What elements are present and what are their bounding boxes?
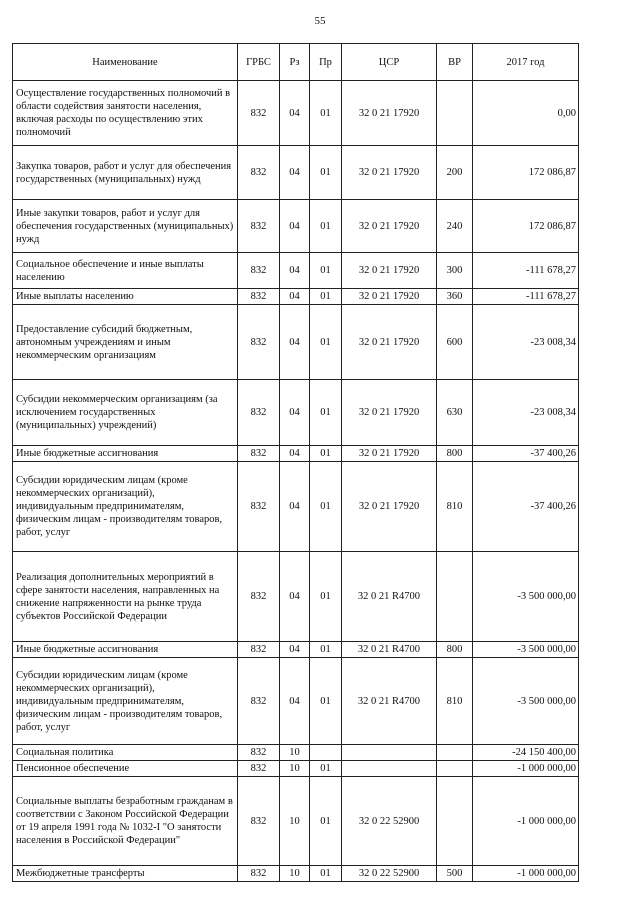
cell-rz: 04 xyxy=(280,552,310,642)
cell-name: Осуществление государственных полномочий в области содействия занятости населения, включая расходы по осуществлению этих полномочий xyxy=(13,81,238,146)
cell-vr: 360 xyxy=(437,289,473,305)
cell-name: Реализация дополнительных мероприятий в сфере занятости населения, направленных на снижение напряженности на рынке труда субъектов Российской Федерации xyxy=(13,552,238,642)
cell-csr xyxy=(342,761,437,777)
cell-vr: 800 xyxy=(437,642,473,658)
cell-pr: 01 xyxy=(310,642,342,658)
cell-amount: 0,00 xyxy=(473,81,579,146)
cell-pr: 01 xyxy=(310,289,342,305)
cell-vr: 810 xyxy=(437,462,473,552)
cell-amount: 172 086,87 xyxy=(473,146,579,200)
cell-vr: 300 xyxy=(437,253,473,289)
table-row xyxy=(13,305,579,380)
cell-rz: 04 xyxy=(280,253,310,289)
cell-rz: 04 xyxy=(280,289,310,305)
table-row xyxy=(13,289,579,305)
cell-pr: 01 xyxy=(310,761,342,777)
table-row xyxy=(13,552,579,642)
cell-csr: 32 0 22 52900 xyxy=(342,866,437,882)
cell-vr: 600 xyxy=(437,305,473,380)
cell-rz: 04 xyxy=(280,380,310,446)
cell-name: Предоставление субсидий бюджетным, автономным учреждениям и иным некоммерческим организациям xyxy=(13,305,238,380)
cell-pr: 01 xyxy=(310,253,342,289)
cell-amount: -111 678,27 xyxy=(473,253,579,289)
cell-rz: 04 xyxy=(280,305,310,380)
table-row xyxy=(13,866,579,882)
cell-grbs: 832 xyxy=(238,380,280,446)
table-row xyxy=(13,777,579,866)
table-row xyxy=(13,146,579,200)
table-row xyxy=(13,200,579,253)
cell-name: Субсидии юридическим лицам (кроме некоммерческих организаций), индивидуальным предпринимателям, физическим лицам - производителям товаров, работ, услуг xyxy=(13,658,238,745)
cell-name: Социальное обеспечение и иные выплаты населению xyxy=(13,253,238,289)
cell-grbs: 832 xyxy=(238,761,280,777)
table-row xyxy=(13,446,579,462)
table-row xyxy=(13,761,579,777)
table-row xyxy=(13,745,579,761)
cell-grbs: 832 xyxy=(238,462,280,552)
cell-vr: 240 xyxy=(437,200,473,253)
cell-grbs: 832 xyxy=(238,658,280,745)
cell-amount: -23 008,34 xyxy=(473,380,579,446)
cell-name: Закупка товаров, работ и услуг для обеспечения государственных (муниципальных) нужд xyxy=(13,146,238,200)
cell-name: Субсидии юридическим лицам (кроме некоммерческих организаций), индивидуальным предпринимателям, физическим лицам - производителям товаров, работ, услуг xyxy=(13,462,238,552)
cell-pr: 01 xyxy=(310,380,342,446)
cell-pr: 01 xyxy=(310,552,342,642)
cell-amount: -3 500 000,00 xyxy=(473,642,579,658)
cell-csr: 32 0 21 17920 xyxy=(342,305,437,380)
cell-amount: -23 008,34 xyxy=(473,305,579,380)
cell-pr: 01 xyxy=(310,146,342,200)
cell-name: Иные бюджетные ассигнования xyxy=(13,642,238,658)
cell-grbs: 832 xyxy=(238,200,280,253)
cell-amount: -37 400,26 xyxy=(473,462,579,552)
cell-rz: 04 xyxy=(280,446,310,462)
cell-grbs: 832 xyxy=(238,81,280,146)
cell-csr xyxy=(342,745,437,761)
cell-amount: -3 500 000,00 xyxy=(473,658,579,745)
header-year: 2017 год xyxy=(473,44,579,81)
cell-pr: 01 xyxy=(310,462,342,552)
cell-rz: 04 xyxy=(280,146,310,200)
cell-csr: 32 0 21 17920 xyxy=(342,146,437,200)
budget-table xyxy=(12,43,579,882)
cell-rz: 10 xyxy=(280,777,310,866)
cell-grbs: 832 xyxy=(238,146,280,200)
cell-name: Иные выплаты населению xyxy=(13,289,238,305)
cell-csr: 32 0 21 17920 xyxy=(342,462,437,552)
cell-name: Иные бюджетные ассигнования xyxy=(13,446,238,462)
cell-vr: 800 xyxy=(437,446,473,462)
cell-name: Иные закупки товаров, работ и услуг для обеспечения государственных (муниципальных) нужд xyxy=(13,200,238,253)
cell-csr: 32 0 21 R4700 xyxy=(342,642,437,658)
cell-grbs: 832 xyxy=(238,305,280,380)
cell-amount: -37 400,26 xyxy=(473,446,579,462)
header-row xyxy=(13,44,579,81)
cell-csr: 32 0 21 17920 xyxy=(342,380,437,446)
cell-vr xyxy=(437,81,473,146)
cell-csr: 32 0 21 17920 xyxy=(342,81,437,146)
cell-vr xyxy=(437,552,473,642)
header-csr: ЦСР xyxy=(342,44,437,81)
cell-amount: -1 000 000,00 xyxy=(473,777,579,866)
cell-rz: 04 xyxy=(280,642,310,658)
table-row xyxy=(13,380,579,446)
cell-name: Пенсионное обеспечение xyxy=(13,761,238,777)
table-body xyxy=(13,81,579,882)
cell-amount: -1 000 000,00 xyxy=(473,866,579,882)
cell-rz: 04 xyxy=(280,81,310,146)
table-row xyxy=(13,642,579,658)
cell-grbs: 832 xyxy=(238,289,280,305)
table-row xyxy=(13,658,579,745)
cell-rz: 04 xyxy=(280,658,310,745)
cell-amount: -1 000 000,00 xyxy=(473,761,579,777)
cell-pr: 01 xyxy=(310,658,342,745)
cell-grbs: 832 xyxy=(238,552,280,642)
cell-csr: 32 0 22 52900 xyxy=(342,777,437,866)
cell-pr: 01 xyxy=(310,81,342,146)
table-row xyxy=(13,462,579,552)
cell-name: Субсидии некоммерческим организациям (за исключением государственных (муниципальных) учреждений) xyxy=(13,380,238,446)
cell-pr: 01 xyxy=(310,866,342,882)
cell-pr: 01 xyxy=(310,446,342,462)
cell-vr xyxy=(437,761,473,777)
cell-grbs: 832 xyxy=(238,777,280,866)
header-vr: ВР xyxy=(437,44,473,81)
cell-csr: 32 0 21 17920 xyxy=(342,253,437,289)
cell-csr: 32 0 21 17920 xyxy=(342,289,437,305)
cell-grbs: 832 xyxy=(238,866,280,882)
header-pr: Пр xyxy=(310,44,342,81)
cell-name: Социальные выплаты безработным гражданам в соответствии с Законом Российской Федерации от 19 апреля 1991 года № 1032-I "О занятости населения в Российской Федерации" xyxy=(13,777,238,866)
cell-csr: 32 0 21 R4700 xyxy=(342,552,437,642)
cell-name: Социальная политика xyxy=(13,745,238,761)
cell-rz: 10 xyxy=(280,745,310,761)
cell-pr: 01 xyxy=(310,305,342,380)
cell-name: Межбюджетные трансферты xyxy=(13,866,238,882)
cell-rz: 04 xyxy=(280,462,310,552)
cell-grbs: 832 xyxy=(238,642,280,658)
cell-csr: 32 0 21 17920 xyxy=(342,446,437,462)
table-row xyxy=(13,253,579,289)
cell-pr xyxy=(310,745,342,761)
cell-amount: -24 150 400,00 xyxy=(473,745,579,761)
cell-csr: 32 0 21 17920 xyxy=(342,200,437,253)
cell-vr: 500 xyxy=(437,866,473,882)
cell-rz: 10 xyxy=(280,761,310,777)
cell-pr: 01 xyxy=(310,200,342,253)
cell-amount: -3 500 000,00 xyxy=(473,552,579,642)
cell-vr xyxy=(437,777,473,866)
header-name: Наименование xyxy=(13,44,238,81)
header-grbs: ГРБС xyxy=(238,44,280,81)
cell-amount: 172 086,87 xyxy=(473,200,579,253)
cell-grbs: 832 xyxy=(238,745,280,761)
cell-csr: 32 0 21 R4700 xyxy=(342,658,437,745)
cell-rz: 04 xyxy=(280,200,310,253)
cell-vr: 630 xyxy=(437,380,473,446)
cell-rz: 10 xyxy=(280,866,310,882)
cell-amount: -111 678,27 xyxy=(473,289,579,305)
cell-grbs: 832 xyxy=(238,253,280,289)
cell-grbs: 832 xyxy=(238,446,280,462)
cell-pr: 01 xyxy=(310,777,342,866)
cell-vr: 810 xyxy=(437,658,473,745)
cell-vr xyxy=(437,745,473,761)
cell-vr: 200 xyxy=(437,146,473,200)
header-rz: Рз xyxy=(280,44,310,81)
page-number: 55 xyxy=(314,15,326,27)
table-row xyxy=(13,81,579,146)
